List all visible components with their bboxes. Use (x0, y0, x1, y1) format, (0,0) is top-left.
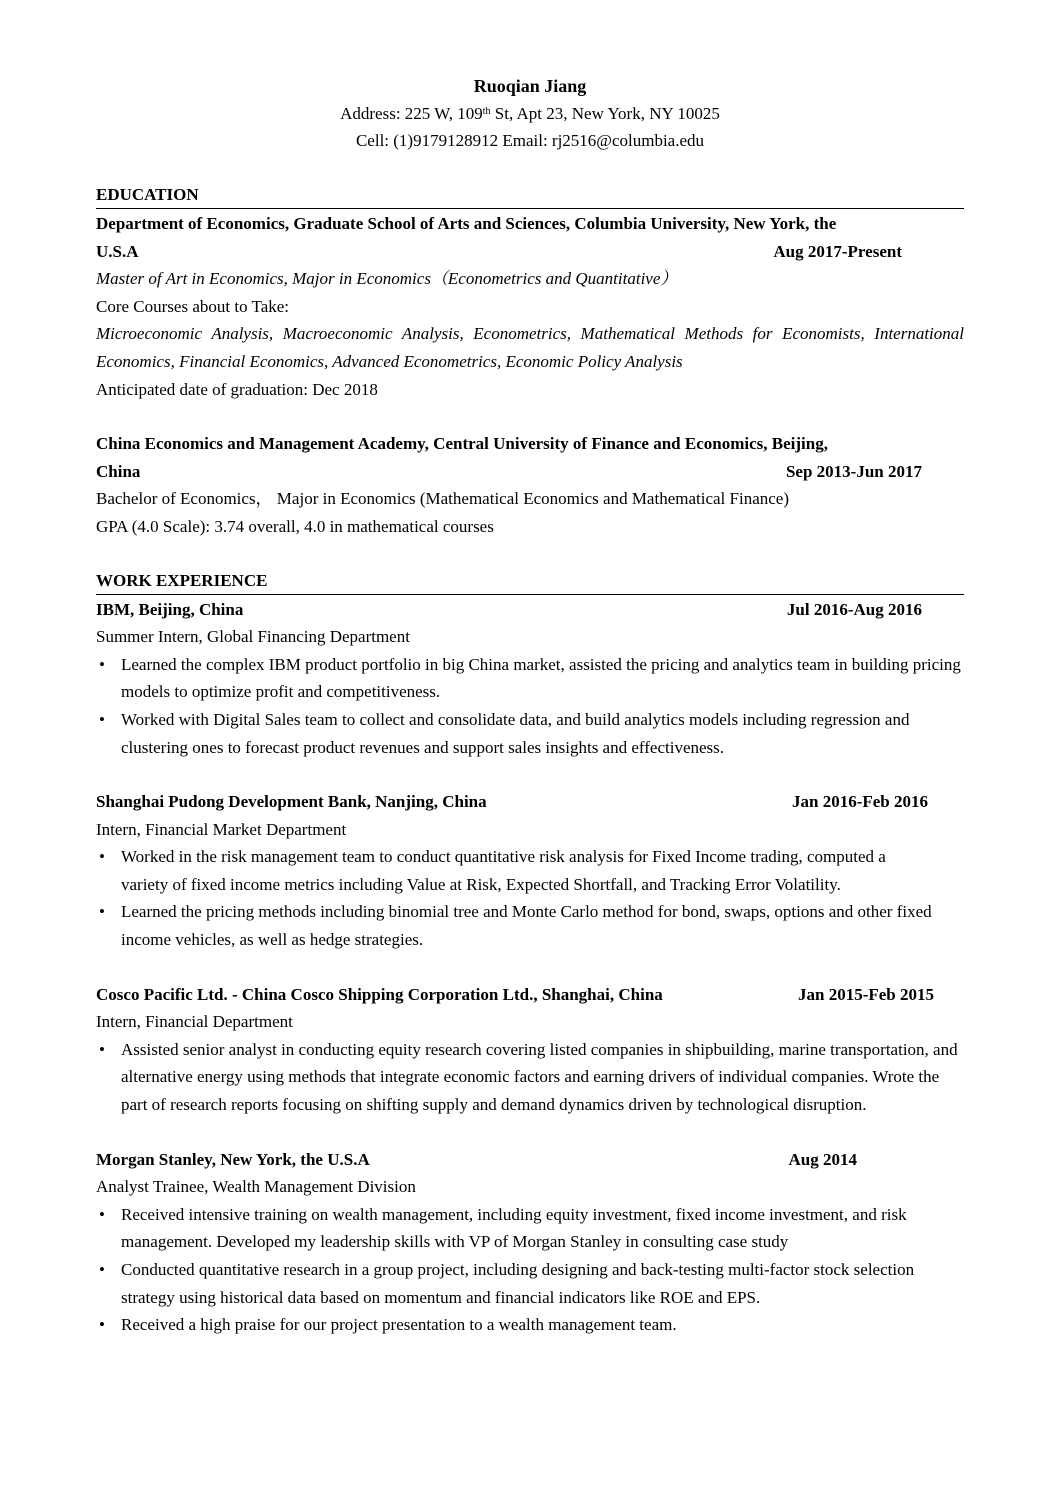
job-role: Intern, Financial Market Department (96, 819, 347, 839)
job-bullet-list (96, 1036, 964, 1119)
job-bullet (96, 898, 964, 953)
address-prefix: Address: 225 W, 109 (340, 104, 483, 123)
work-experience-list (96, 596, 964, 1339)
address-line (96, 100, 964, 127)
job-bullet-text: Worked in the risk management team to conduct quantitative risk analysis for Fixed Income trading, computed a variety of fixed income metrics including Value at Risk, Expected Shortfall, and Tracking Error Volatility. (121, 847, 886, 894)
job-bullet-text: Conducted quantitative research in a group project, including designing and back-testing multi-factor stock selection strategy using historical data based on momentum and financial indicators like ROE and EPS. (121, 1260, 915, 1307)
spacer (96, 403, 964, 430)
spacer (96, 761, 964, 788)
job-entry-cosco (96, 981, 964, 1119)
address-superscript: th (482, 106, 491, 117)
job-header (96, 1146, 964, 1174)
contact-line: Cell: (1)9179128912 Email: rj2516@columbia.edu (355, 131, 705, 150)
cufe-school-line1: China Economics and Management Academy, Central University of Finance and Economics, Beijing, (96, 434, 828, 454)
job-date: Jul 2016-Aug 2016 (786, 599, 922, 619)
job-role: Intern, Financial Department (96, 1012, 293, 1032)
job-bullet-text: Worked with Digital Sales team to collect and consolidate data, and build analytics models including regression and clustering ones to forecast product revenues and support sales insights and effectiveness. (121, 709, 910, 757)
job-entry-spdb (96, 788, 964, 954)
job-bullet (96, 651, 964, 706)
job-entry-morgan-stanley (96, 1146, 964, 1339)
resume-header (96, 72, 964, 154)
education-cufe (96, 430, 964, 540)
bullet-icon: • (99, 709, 105, 729)
bullet-icon: • (99, 1039, 105, 1059)
columbia-school-line2-row (96, 238, 964, 266)
job-bullet (96, 706, 964, 761)
job-date: Aug 2014 (788, 1149, 857, 1169)
columbia-degree: Master of Art in Economics, Major in Economics（Econometrics and Quantitative） (96, 269, 678, 289)
job-bullet (96, 843, 964, 898)
job-date: Jan 2015-Feb 2015 (798, 984, 934, 1004)
job-company: Shanghai Pudong Development Bank, Nanjing, China (96, 792, 487, 812)
candidate-name: Ruoqian Jiang (473, 76, 587, 96)
columbia-date: Aug 2017-Present (773, 241, 902, 261)
columbia-school-line2: U.S.A (96, 241, 139, 261)
resume-page (96, 72, 964, 1339)
job-role: Summer Intern, Global Financing Department (96, 627, 410, 647)
cufe-school-line2-row (96, 458, 964, 486)
job-bullet (96, 1036, 964, 1119)
columbia-school-line1: Department of Economics, Graduate School of Arts and Sciences, Columbia University, New York, the (96, 214, 837, 233)
address-suffix: St, Apt 23, New York, NY 10025 (490, 104, 720, 123)
job-bullet-list (96, 1201, 964, 1339)
bullet-icon: • (99, 1260, 105, 1279)
columbia-courses: Microeconomic Analysis, Macroeconomic Analysis, Econometrics, Mathematical Methods for Economists, International Economics, Financial Economics, Advanced Econometrics, Economic Policy Analysis (96, 324, 964, 371)
spacer (96, 1119, 964, 1146)
job-date: Jan 2016-Feb 2016 (792, 792, 928, 812)
bullet-icon: • (99, 1315, 105, 1335)
job-bullet-text: Assisted senior analyst in conducting equity research covering listed companies in shipbuilding, marine transportation, and alternative energy using methods that integrate economic factors and earning drivers of individual companies. Wrote the part of research reports focusing on shifting supply and demand dynamics driven by technological disruption. (121, 1039, 958, 1115)
job-bullet (96, 1201, 964, 1256)
job-bullet (96, 1311, 964, 1339)
bullet-icon: • (99, 902, 105, 922)
job-bullet-list (96, 651, 964, 761)
job-bullet-text: Received a high praise for our project presentation to a wealth management team. (121, 1315, 677, 1335)
job-header (96, 981, 964, 1009)
cufe-school-line2: China (96, 461, 141, 481)
work-experience-heading: WORK EXPERIENCE (96, 568, 964, 595)
bullet-icon: • (99, 654, 105, 674)
education-columbia (96, 210, 964, 403)
education-heading: EDUCATION (96, 182, 964, 209)
job-header (96, 596, 964, 624)
job-bullet-text: Learned the complex IBM product portfolio in big China market, assisted the pricing and analytics team in building pricing models to optimize profit and competitiveness. (121, 654, 961, 702)
bullet-icon: • (99, 1204, 105, 1224)
columbia-graduation: Anticipated date of graduation: Dec 2018 (96, 379, 378, 399)
job-header (96, 788, 964, 816)
job-company: Cosco Pacific Ltd. - China Cosco Shipping Corporation Ltd., Shanghai, China (96, 984, 663, 1004)
job-bullet-text: Received intensive training on wealth management, including equity investment, fixed income investment, and risk management. Developed my leadership skills with VP of Morgan Stanley in consulting case study (121, 1204, 907, 1252)
cufe-date: Sep 2013-Jun 2017 (785, 461, 922, 481)
columbia-courses-label: Core Courses about to Take: (96, 296, 290, 316)
job-company: Morgan Stanley, New York, the U.S.A (96, 1149, 370, 1169)
cufe-gpa: GPA (4.0 Scale): 3.74 overall, 4.0 in mathematical courses (96, 516, 494, 536)
job-role: Analyst Trainee, Wealth Management Division (96, 1177, 416, 1197)
spacer (96, 954, 964, 981)
job-bullet (96, 1256, 964, 1311)
cufe-degree: Bachelor of Economics， Major in Economics (Mathematical Economics and Mathematical Finance) (96, 489, 789, 509)
job-entry-ibm (96, 596, 964, 762)
job-bullet-text: Learned the pricing methods including binomial tree and Monte Carlo method for bond, swaps, options and other fixed income vehicles, as well as hedge strategies. (121, 902, 932, 950)
job-company: IBM, Beijing, China (96, 599, 244, 619)
bullet-icon: • (99, 847, 105, 867)
job-bullet-list (96, 843, 964, 953)
